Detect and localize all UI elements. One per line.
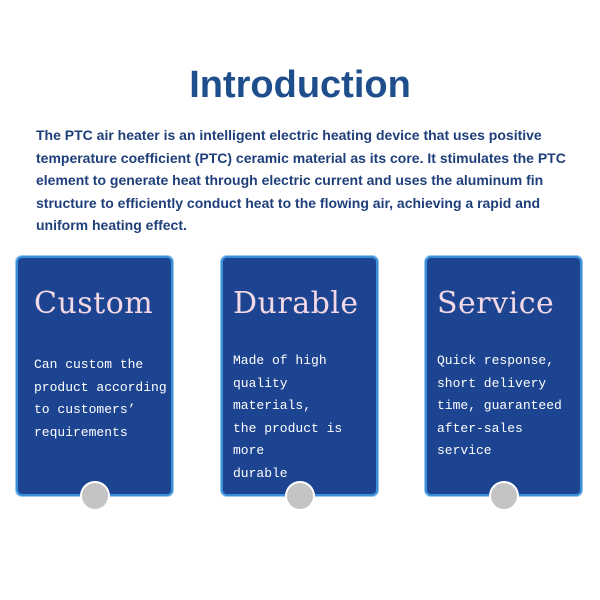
card-description: Made of high quality materials, the product is more durable — [233, 353, 343, 481]
card-title: Custom — [34, 286, 154, 321]
intro-paragraph: The PTC air heater is an intelligent electric heating device that uses positive temperature coefficient (PTC) ceramic material as its core. It stimulates the PTC element to generate heat through electric current and uses the aluminum fin structure to efficiently conduct heat to the flowing air, achieving a rapid and uniform heating effect. — [36, 127, 566, 233]
feature-card-custom — [16, 256, 173, 496]
card-dot-indicator — [489, 481, 519, 511]
card-description: Can custom the product according to customers’ requirements — [34, 357, 167, 440]
feature-card-service — [425, 256, 582, 496]
card-title: Service — [437, 286, 555, 321]
feature-card-durable — [221, 256, 378, 496]
card-description: Quick response, short delivery time, guaranteed after-sales service — [437, 353, 562, 458]
page-title: Introduction — [189, 64, 411, 106]
card-dot-indicator — [285, 481, 315, 511]
card-title: Durable — [233, 286, 359, 321]
card-dot-indicator — [80, 481, 110, 511]
